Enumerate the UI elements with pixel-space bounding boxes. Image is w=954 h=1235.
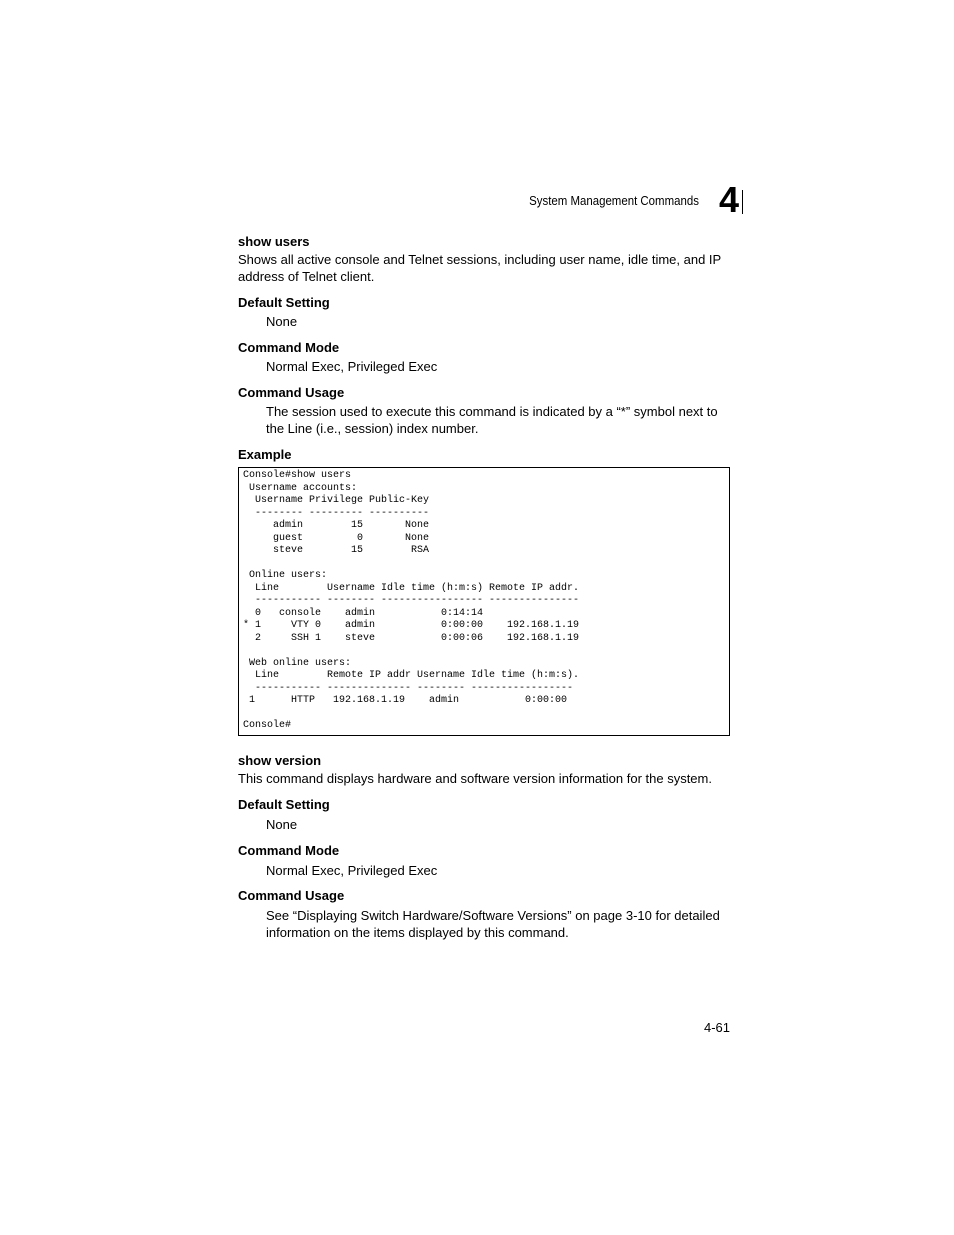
command-mode-heading: Command Mode — [238, 842, 340, 858]
running-header — [223, 179, 743, 220]
default-setting-value: None — [266, 314, 298, 329]
default-setting-heading: Default Setting — [238, 295, 330, 310]
command-mode-value: Normal Exec, Privileged Exec — [266, 862, 438, 878]
header-title: System Management Commands — [529, 193, 699, 208]
command-usage-text: See “Displaying Switch Hardware/Software Versions” on page 3-10 for detailed information on the items displayed by this command. — [266, 907, 720, 940]
section-title: show version — [238, 752, 322, 768]
command-usage-heading: Command Usage — [238, 385, 345, 400]
chapter-number: 4 — [718, 179, 739, 220]
section-description: Shows all active console and Telnet sessions, including user name, idle time, and IP address of Telnet client. — [238, 252, 721, 284]
default-setting-value: None — [266, 816, 298, 832]
command-mode-heading: Command Mode — [238, 340, 340, 355]
page-number: 4-61 — [703, 1020, 730, 1035]
command-usage-text: The session used to execute this command is indicated by a “*” symbol next to the Line (i.e., session) index number. — [266, 404, 718, 436]
section-show-version — [238, 752, 730, 941]
section-title: show users — [238, 234, 310, 249]
command-usage-heading: Command Usage — [238, 887, 345, 903]
command-mode-value: Normal Exec, Privileged Exec — [266, 359, 438, 374]
example-code-block: Console#show users Username accounts: Username Privilege Public-Key -------- --------- ---------- admin 15 None guest 0 None steve 15 RSA Online users: Line Username Idle time (h:m:s) Remote IP addr. ----------- -------- ----------------- --------------- 0 console admin 0:14:14 * 1 VTY 0 admin 0:00:00 192.168.1.19 2 SSH 1 steve 0:00:06 192.168.1.19 Web online users: Line Remote IP addr Username Idle time (h:m:s). ----------- -------------- -------- ----------------- 1 HTTP 192.168.1.19 admin 0:00:00 Console# — [238, 467, 730, 736]
example-heading: Example — [238, 447, 292, 462]
section-description: This command displays hardware and software version information for the system. — [238, 770, 712, 786]
page-content — [238, 233, 730, 941]
chapter-divider — [742, 190, 743, 214]
section-show-users — [238, 233, 730, 736]
default-setting-heading: Default Setting — [238, 796, 330, 812]
